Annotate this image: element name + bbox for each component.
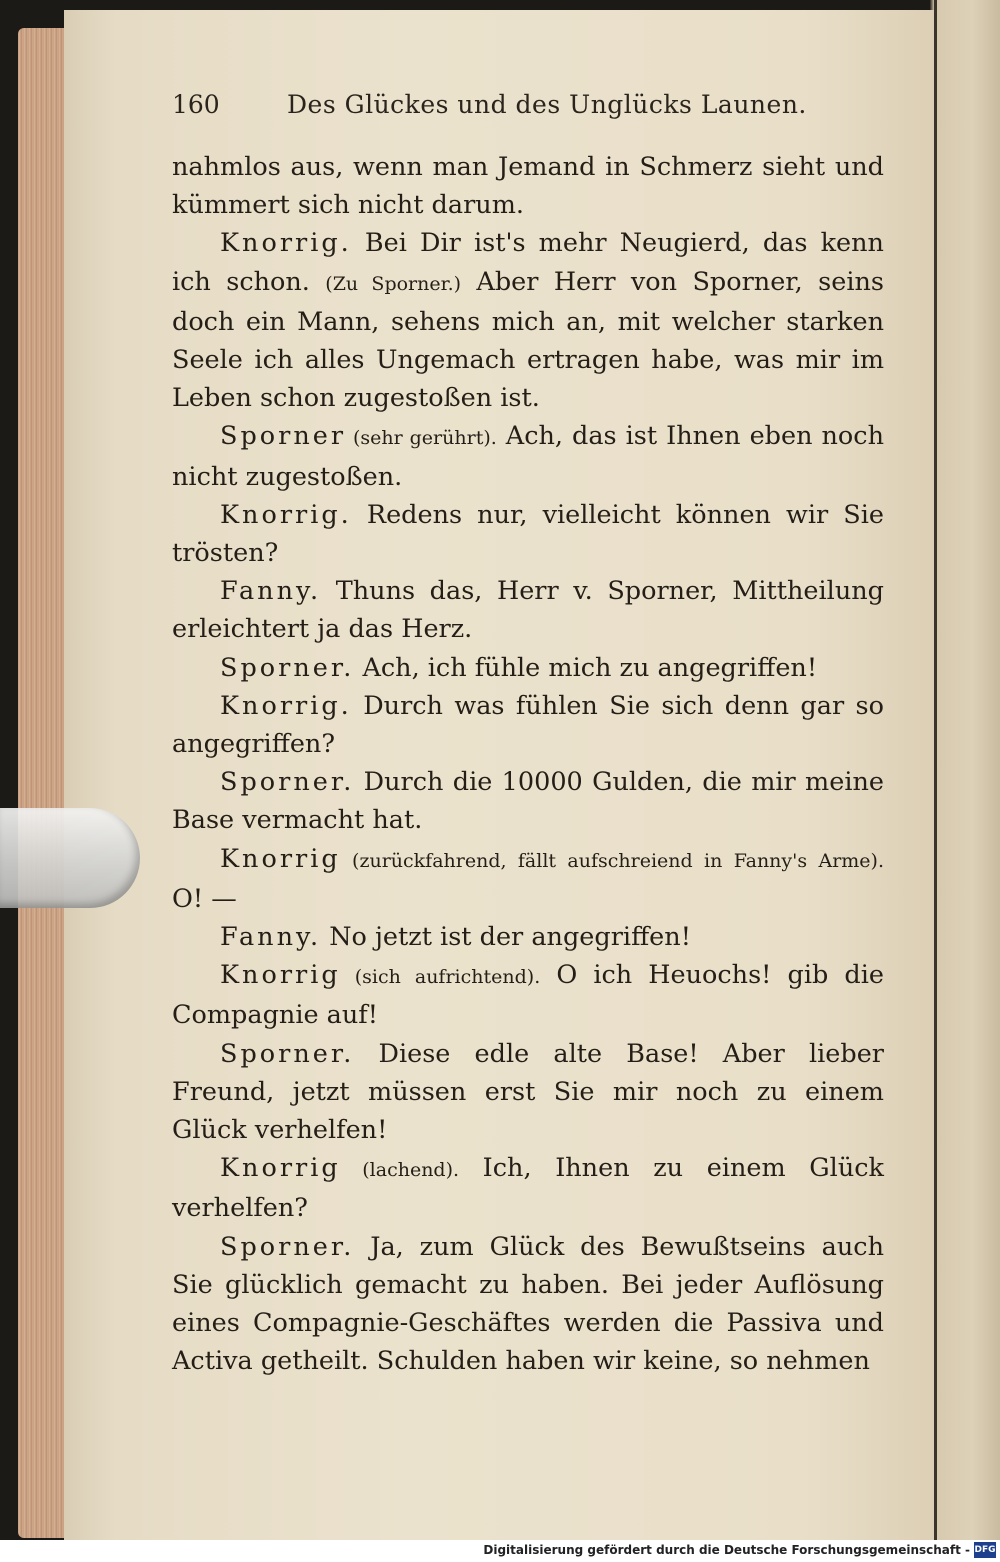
paragraph (172, 956, 884, 1034)
paragraph (172, 918, 884, 956)
paragraph (172, 687, 884, 763)
paragraph-text: Durch die 10000 Gulden, die mir meine Base vermacht hat. (172, 767, 884, 836)
paragraph-text: Aber Herr von Sporner, seins doch ein Mann, sehens mich an, mit welcher starken Seele ich alles Ungemach ertragen habe, was mir im Leben schon zugestoßen ist. (172, 266, 884, 414)
paragraph (172, 1228, 884, 1381)
running-head: Des Glückes und des Unglücks Launen. (287, 90, 807, 119)
speaker-name: Knorrig. (220, 228, 352, 259)
paragraph-text: Ach, ich fühle mich zu angegriffen! (354, 652, 818, 683)
paragraph-text: Ach, das ist Ihnen eben noch nicht zugestoßen. (172, 421, 884, 492)
dfg-logo: DFG (974, 1542, 996, 1558)
speaker-name: Sporner. (220, 1231, 355, 1262)
stage-direction: (lachend). (340, 1159, 460, 1182)
speaker-name: Fanny. (220, 922, 322, 953)
facing-page-edge (930, 0, 1000, 1562)
paragraph-text: Ich, Ihnen zu einem Glück verhelfen? (172, 1153, 884, 1224)
paragraph-text: Thuns das, Herr v. Sporner, Mittheilung erleichtert ja das Herz. (172, 576, 884, 645)
paragraph-text: Ja, zum Glück des Bewußtseins auch Sie glücklich gemacht zu haben. Bei jeder Auflösung eines Compagnie-Geschäftes werden die Passiva und Activa getheilt. Schulden haben wir keine, so nehmen (172, 1231, 884, 1377)
speaker-name: Sporner. (220, 767, 355, 798)
speaker-name: Knorrig. (220, 690, 352, 721)
speaker-name: Knorrig. (220, 499, 352, 530)
paragraph (172, 417, 884, 495)
stage-direction: (sich aufrichtend). (340, 966, 541, 989)
paragraph-text: Bei Dir ist's mehr Neugierd, das kenn ich schon. (172, 228, 884, 297)
speaker-name: Sporner. (220, 1038, 355, 1069)
paragraph (172, 1149, 884, 1227)
footer-bar (0, 1540, 1000, 1562)
paragraph-text: O! — (172, 883, 237, 914)
paragraph (172, 763, 884, 839)
stage-direction: (sehr gerührt). (346, 427, 497, 450)
paragraph (172, 840, 884, 918)
speaker-name: Sporner. (220, 652, 355, 683)
speaker-name: Knorrig (220, 843, 341, 874)
speaker-name: Knorrig (220, 1153, 341, 1184)
page-number: 160 (172, 90, 220, 119)
paragraph (172, 224, 884, 417)
paragraph (172, 148, 884, 224)
paragraph-text: No jetzt ist der angegriffen! (321, 922, 691, 953)
speaker-name: Sporner (220, 421, 347, 452)
gutter-line (934, 0, 937, 1540)
paragraph-text: O ich Heuochs! gib die Compagnie auf! (172, 960, 884, 1031)
stage-direction: (Zu Sporner.) (325, 272, 462, 295)
stage-direction: (zurückfahrend, fällt aufschreiend in Fanny's Arme). (340, 849, 884, 872)
paragraph-text: nahmlos aus, wenn man Jemand in Schmerz sieht und kümmert sich nicht darum. (172, 152, 884, 221)
speaker-name: Knorrig (220, 960, 341, 991)
paragraph-text: Redens nur, vielleicht können wir Sie trösten? (172, 499, 884, 569)
page-text (172, 148, 884, 1381)
paragraph-text: Diese edle alte Base! Aber lieber Freund, jetzt müssen erst Sie mir noch zu einem Glück verhelfen! (172, 1038, 884, 1146)
speaker-name: Fanny. (220, 576, 322, 607)
paragraph (172, 572, 884, 648)
paragraph (172, 649, 884, 687)
digitization-credit: Digitalisierung gefördert durch die Deutsche Forschungsgemeinschaft - (483, 1543, 970, 1557)
paragraph (172, 1035, 884, 1150)
paragraph-text: Durch was fühlen Sie sich denn gar so angegriffen? (172, 690, 884, 760)
paragraph (172, 496, 884, 572)
page-header (172, 90, 892, 130)
page-clip (0, 808, 140, 908)
